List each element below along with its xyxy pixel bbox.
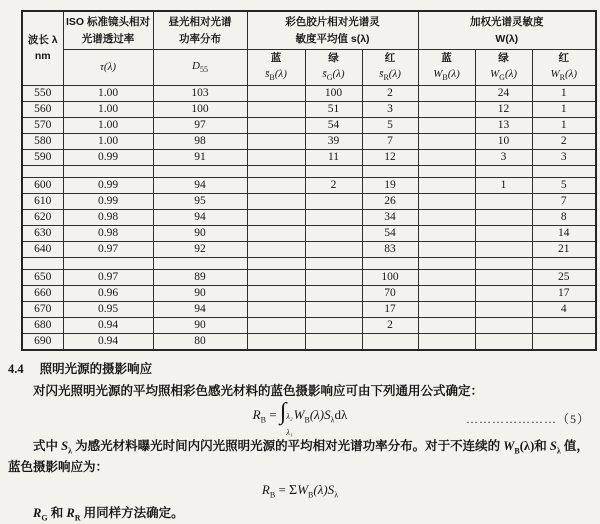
- cell-sG: 2: [305, 177, 362, 193]
- cell-wR: 14: [532, 225, 596, 241]
- cell-nm: 650: [22, 269, 63, 285]
- spacer-cell: [22, 165, 63, 177]
- header-sR: [362, 50, 418, 86]
- cell-wB: [418, 301, 475, 317]
- cell-nm: 680: [22, 317, 63, 333]
- cell-wB: [418, 285, 475, 301]
- cell-sB: [247, 317, 305, 333]
- cell-sR: 70: [362, 285, 418, 301]
- cell-wG: 3: [475, 149, 532, 165]
- cell-nm: 590: [22, 149, 63, 165]
- cell-wB: [418, 177, 475, 193]
- wR-symbol: W: [550, 68, 560, 81]
- spacer-cell: [418, 165, 475, 177]
- table-header: [22, 11, 596, 85]
- header-wG: [475, 50, 532, 86]
- dot-leaders: …………………: [465, 412, 557, 427]
- spacer-cell: [153, 165, 247, 177]
- header-sG: [305, 50, 362, 86]
- table-body: [22, 85, 596, 350]
- cell-sR: [362, 333, 418, 350]
- wR-arg: (λ): [565, 68, 578, 81]
- sB-symbol: s̄: [265, 68, 270, 81]
- para2-W-sub: B: [514, 446, 520, 456]
- cell-d: 97: [153, 117, 247, 133]
- header-weighted-group: [418, 11, 596, 50]
- table-row: [22, 177, 596, 193]
- formula-summation: [8, 478, 592, 504]
- table-row: [22, 225, 596, 241]
- cell-wG: [475, 285, 532, 301]
- formula6-R-sub: B: [269, 490, 276, 500]
- cell-wG: [475, 301, 532, 317]
- cell-d: 89: [153, 269, 247, 285]
- spacer-cell: [247, 165, 305, 177]
- cell-wR: 25: [532, 269, 596, 285]
- spacer-cell: [305, 257, 362, 269]
- cell-d: 90: [153, 225, 247, 241]
- cell-d: 92: [153, 241, 247, 257]
- formula6-R: R: [261, 481, 270, 497]
- cell-d: 94: [153, 301, 247, 317]
- cell-nm: 560: [22, 101, 63, 117]
- section-heading: [8, 360, 592, 379]
- cell-wB: [418, 101, 475, 117]
- cell-d: 94: [153, 177, 247, 193]
- cell-nm: 660: [22, 285, 63, 301]
- cell-wR: 5: [532, 177, 596, 193]
- table-row: [22, 301, 596, 317]
- header-d55: [153, 50, 247, 86]
- d55-sub: 55: [199, 65, 208, 75]
- group-spacer-row: [22, 257, 596, 269]
- para3-and: 和: [50, 505, 64, 520]
- sG-sub: G: [326, 73, 333, 83]
- section-number: 4.4: [8, 361, 24, 376]
- cell-sR: 3: [362, 101, 418, 117]
- cell-sB: [247, 133, 305, 149]
- formula6-arg: (λ)S: [313, 481, 335, 497]
- spacer-cell: [63, 165, 153, 177]
- formula6-W-sub: B: [308, 490, 314, 500]
- header-iso-line1: ISO 标准镜头相对: [65, 16, 150, 29]
- cell-d: 91: [153, 149, 247, 165]
- cell-sG: [305, 317, 362, 333]
- spacer-cell: [362, 165, 418, 177]
- cell-nm: 550: [22, 85, 63, 101]
- sB-arg: (λ): [274, 68, 287, 81]
- cell-sB: [247, 85, 305, 101]
- para2-text2: 为感光材料曝光时间内闪光照明光源的平均相对光谱功率分布。对于不连续的: [75, 439, 501, 454]
- cell-wG: [475, 225, 532, 241]
- cell-sB: [247, 241, 305, 257]
- cell-nm: 640: [22, 241, 63, 257]
- para2-text1: 式中: [33, 439, 59, 454]
- cell-d: 100: [153, 101, 247, 117]
- cell-nm: 570: [22, 117, 63, 133]
- cell-tau: 0.97: [63, 269, 153, 285]
- para2-S1: S: [61, 439, 69, 454]
- cell-wG: 13: [475, 117, 532, 133]
- cell-wR: 21: [532, 241, 596, 257]
- cell-nm: 580: [22, 133, 63, 149]
- sB-sub: B: [269, 73, 275, 83]
- cell-wG: 24: [475, 85, 532, 101]
- cell-nm: 610: [22, 193, 63, 209]
- table-row: [22, 209, 596, 225]
- formula-5: [8, 401, 592, 437]
- header-tau: [63, 50, 153, 86]
- sR-sub: R: [383, 73, 389, 83]
- cell-sR: 100: [362, 269, 418, 285]
- cell-wB: [418, 133, 475, 149]
- cell-wR: 1: [532, 85, 596, 101]
- table-row: [22, 101, 596, 117]
- table-row: [22, 85, 596, 101]
- table-row: [22, 117, 596, 133]
- cell-sR: 34: [362, 209, 418, 225]
- header-film-line2: 敏度平均值 s(λ): [295, 32, 370, 45]
- cell-wB: [418, 117, 475, 133]
- header-sB: [247, 50, 305, 86]
- cell-sB: [247, 117, 305, 133]
- cell-sG: [305, 301, 362, 317]
- cell-d: 80: [153, 333, 247, 350]
- label-green: 绿: [328, 52, 339, 64]
- cell-d: 90: [153, 317, 247, 333]
- cell-wB: [418, 241, 475, 257]
- paragraph-3: [8, 504, 592, 524]
- cell-wB: [418, 209, 475, 225]
- cell-wR: 2: [532, 133, 596, 149]
- cell-wB: [418, 149, 475, 165]
- cell-sG: 11: [305, 149, 362, 165]
- cell-nm: 690: [22, 333, 63, 350]
- cell-tau: 1.00: [63, 117, 153, 133]
- label-blue: 蓝: [270, 52, 282, 64]
- table-row: [22, 133, 596, 149]
- spacer-cell: [153, 257, 247, 269]
- cell-tau: 0.99: [63, 149, 153, 165]
- formula5-R-sub: B: [260, 415, 266, 425]
- cell-d: 94: [153, 209, 247, 225]
- cell-sG: 54: [305, 117, 362, 133]
- cell-sG: [305, 333, 362, 350]
- cell-wB: [418, 193, 475, 209]
- cell-tau: 0.98: [63, 225, 153, 241]
- label-green: 绿: [498, 52, 509, 64]
- cell-wR: [532, 317, 596, 333]
- sG-symbol: s̄: [322, 68, 327, 81]
- cell-sB: [247, 101, 305, 117]
- cell-sG: 39: [305, 133, 362, 149]
- cell-wB: [418, 317, 475, 333]
- header-iso-group: [63, 11, 153, 50]
- table-row: [22, 317, 596, 333]
- para2-S2-sub: λ: [556, 446, 561, 456]
- cell-wG: 10: [475, 133, 532, 149]
- wG-symbol: W: [490, 68, 500, 81]
- header-film-group: [247, 11, 418, 50]
- cell-wG: [475, 317, 532, 333]
- cell-sG: [305, 193, 362, 209]
- sR-arg: (λ): [388, 68, 401, 81]
- para2-W-tail: (λ)和: [519, 439, 547, 454]
- formula6-W: W: [297, 481, 309, 497]
- header-wB: [418, 50, 475, 86]
- formula6-S-sub: λ: [334, 490, 339, 500]
- para2-S1-sub: λ: [68, 446, 73, 456]
- cell-sR: 2: [362, 317, 418, 333]
- cell-wR: [532, 333, 596, 350]
- cell-wR: 1: [532, 101, 596, 117]
- spacer-cell: [418, 257, 475, 269]
- wB-sub: B: [442, 73, 448, 83]
- header-group-row: [22, 11, 596, 50]
- cell-sB: [247, 177, 305, 193]
- equals-sign: =: [278, 481, 286, 497]
- spacer-cell: [475, 165, 532, 177]
- group-spacer-row: [22, 165, 596, 177]
- cell-wR: 8: [532, 209, 596, 225]
- label-blue: 蓝: [441, 52, 452, 64]
- header-wavelength-line1: 波长 λ: [27, 34, 58, 47]
- header-weighted-line1: 加权光谱灵敏度: [470, 16, 544, 29]
- cell-sR: 19: [362, 177, 418, 193]
- para3-RR: R: [66, 505, 75, 520]
- cell-sB: [247, 333, 305, 350]
- cell-nm: 620: [22, 209, 63, 225]
- header-iso-line2: 光谱透过率: [81, 32, 135, 45]
- cell-sG: [305, 209, 362, 225]
- cell-wG: [475, 209, 532, 225]
- integral-upper-limit: λ₂: [286, 412, 293, 422]
- cell-tau: 0.94: [63, 317, 153, 333]
- formula5-dlambda: dλ: [334, 407, 348, 423]
- cell-sG: [305, 241, 362, 257]
- wR-sub: R: [559, 73, 565, 83]
- integral-sign: ∫: [279, 399, 287, 426]
- cell-sG: 51: [305, 101, 362, 117]
- formula5-W: W: [293, 407, 305, 423]
- header-symbol-row: [22, 50, 596, 86]
- cell-tau: 0.97: [63, 241, 153, 257]
- formula5-S-sub: λ: [330, 415, 335, 425]
- scanned-standard-page: [0, 10, 600, 523]
- section-title: 照明光源的摄影响应: [39, 361, 153, 376]
- equation-5-label: （5）: [556, 412, 590, 427]
- spacer-cell: [305, 165, 362, 177]
- cell-sR: 12: [362, 149, 418, 165]
- paragraph-1: 对闪光照明光源的平均照相彩色感光材料的蓝色摄影响应可由下列通用公式确定：: [33, 383, 484, 398]
- sR-symbol: s̄: [379, 68, 384, 81]
- cell-tau: 1.00: [63, 133, 153, 149]
- cell-wR: 3: [532, 149, 596, 165]
- table-row: [22, 241, 596, 257]
- wB-arg: (λ): [447, 68, 460, 81]
- cell-wB: [418, 85, 475, 101]
- cell-tau: 0.94: [63, 333, 153, 350]
- cell-wG: 12: [475, 101, 532, 117]
- cell-wG: 1: [475, 177, 532, 193]
- cell-sB: [247, 149, 305, 165]
- cell-wB: [418, 333, 475, 350]
- para3-RR-sub: R: [74, 513, 81, 523]
- header-wavelength: [22, 11, 63, 85]
- header-daylight-line2: 功率分布: [179, 32, 221, 45]
- cell-nm: 630: [22, 225, 63, 241]
- cell-sR: 83: [362, 241, 418, 257]
- cell-d: 103: [153, 85, 247, 101]
- section-4-4: [8, 360, 592, 524]
- paragraph-2: [8, 437, 592, 476]
- cell-wR: 7: [532, 193, 596, 209]
- cell-sG: [305, 269, 362, 285]
- cell-tau: 1.00: [63, 101, 153, 117]
- integral-lower-limit: λ₁: [286, 428, 293, 438]
- header-wR: [532, 50, 596, 86]
- spacer-cell: [475, 257, 532, 269]
- spacer-cell: [532, 257, 596, 269]
- equals-sign: =: [269, 407, 277, 423]
- sG-arg: (λ): [332, 68, 345, 81]
- cell-wG: [475, 241, 532, 257]
- cell-sB: [247, 225, 305, 241]
- cell-nm: 600: [22, 177, 63, 193]
- header-daylight-group: [153, 11, 247, 50]
- cell-tau: 0.96: [63, 285, 153, 301]
- cell-sR: 2: [362, 85, 418, 101]
- formula5-R: R: [252, 407, 261, 423]
- sigma-sign: Σ: [289, 482, 298, 498]
- cell-sG: 100: [305, 85, 362, 101]
- cell-tau: 0.99: [63, 177, 153, 193]
- cell-sB: [247, 301, 305, 317]
- cell-d: 90: [153, 285, 247, 301]
- cell-wG: [475, 333, 532, 350]
- d55-symbol: D: [192, 60, 200, 73]
- cell-wR: 4: [532, 301, 596, 317]
- header-wavelength-line2: nm: [34, 50, 51, 63]
- cell-sB: [247, 193, 305, 209]
- spacer-cell: [532, 165, 596, 177]
- formula5-W-sub: B: [304, 415, 310, 425]
- table-row: [22, 193, 596, 209]
- header-daylight-line1: 昼光相对光谱: [168, 16, 232, 29]
- header-film-line1: 彩色胶片相对光谱灵: [285, 16, 380, 29]
- para3-tail: 用同样方法确定。: [83, 505, 184, 520]
- para2-text3: 值，蓝色摄影响应为：: [8, 439, 589, 474]
- tau-arg: (λ): [103, 60, 117, 73]
- wB-symbol: W: [433, 68, 443, 81]
- table-row: [22, 149, 596, 165]
- table-row: [22, 269, 596, 285]
- cell-tau: 0.95: [63, 301, 153, 317]
- cell-sB: [247, 285, 305, 301]
- cell-sR: 26: [362, 193, 418, 209]
- cell-d: 98: [153, 133, 247, 149]
- label-red: 红: [558, 52, 570, 64]
- cell-sR: 7: [362, 133, 418, 149]
- cell-wB: [418, 269, 475, 285]
- formula5-arg: (λ)S: [309, 407, 331, 423]
- cell-nm: 670: [22, 301, 63, 317]
- wG-arg: (λ): [504, 68, 518, 81]
- para2-W: W: [503, 439, 515, 454]
- cell-tau: 1.00: [63, 85, 153, 101]
- wG-sub: G: [499, 73, 505, 83]
- tau-symbol: τ: [99, 60, 104, 73]
- spectral-sensitivity-table: [21, 10, 597, 351]
- label-red: 红: [384, 52, 396, 64]
- para3-RG-sub: G: [41, 513, 48, 523]
- cell-sR: 5: [362, 117, 418, 133]
- cell-sB: [247, 269, 305, 285]
- header-weighted-line2: W(λ): [495, 32, 519, 45]
- table-row: [22, 333, 596, 350]
- spacer-cell: [22, 257, 63, 269]
- cell-sB: [247, 209, 305, 225]
- cell-wR: 17: [532, 285, 596, 301]
- cell-tau: 0.98: [63, 209, 153, 225]
- cell-sR: 17: [362, 301, 418, 317]
- cell-wR: 1: [532, 117, 596, 133]
- cell-tau: 0.99: [63, 193, 153, 209]
- spacer-cell: [247, 257, 305, 269]
- para3-RG: R: [33, 505, 42, 520]
- cell-wG: [475, 193, 532, 209]
- cell-sG: [305, 285, 362, 301]
- spacer-cell: [362, 257, 418, 269]
- cell-sG: [305, 225, 362, 241]
- cell-wG: [475, 269, 532, 285]
- spacer-cell: [63, 257, 153, 269]
- table-row: [22, 285, 596, 301]
- cell-d: 95: [153, 193, 247, 209]
- cell-wB: [418, 225, 475, 241]
- cell-sR: 54: [362, 225, 418, 241]
- equation-number: [466, 410, 590, 428]
- para2-S2: S: [549, 439, 557, 454]
